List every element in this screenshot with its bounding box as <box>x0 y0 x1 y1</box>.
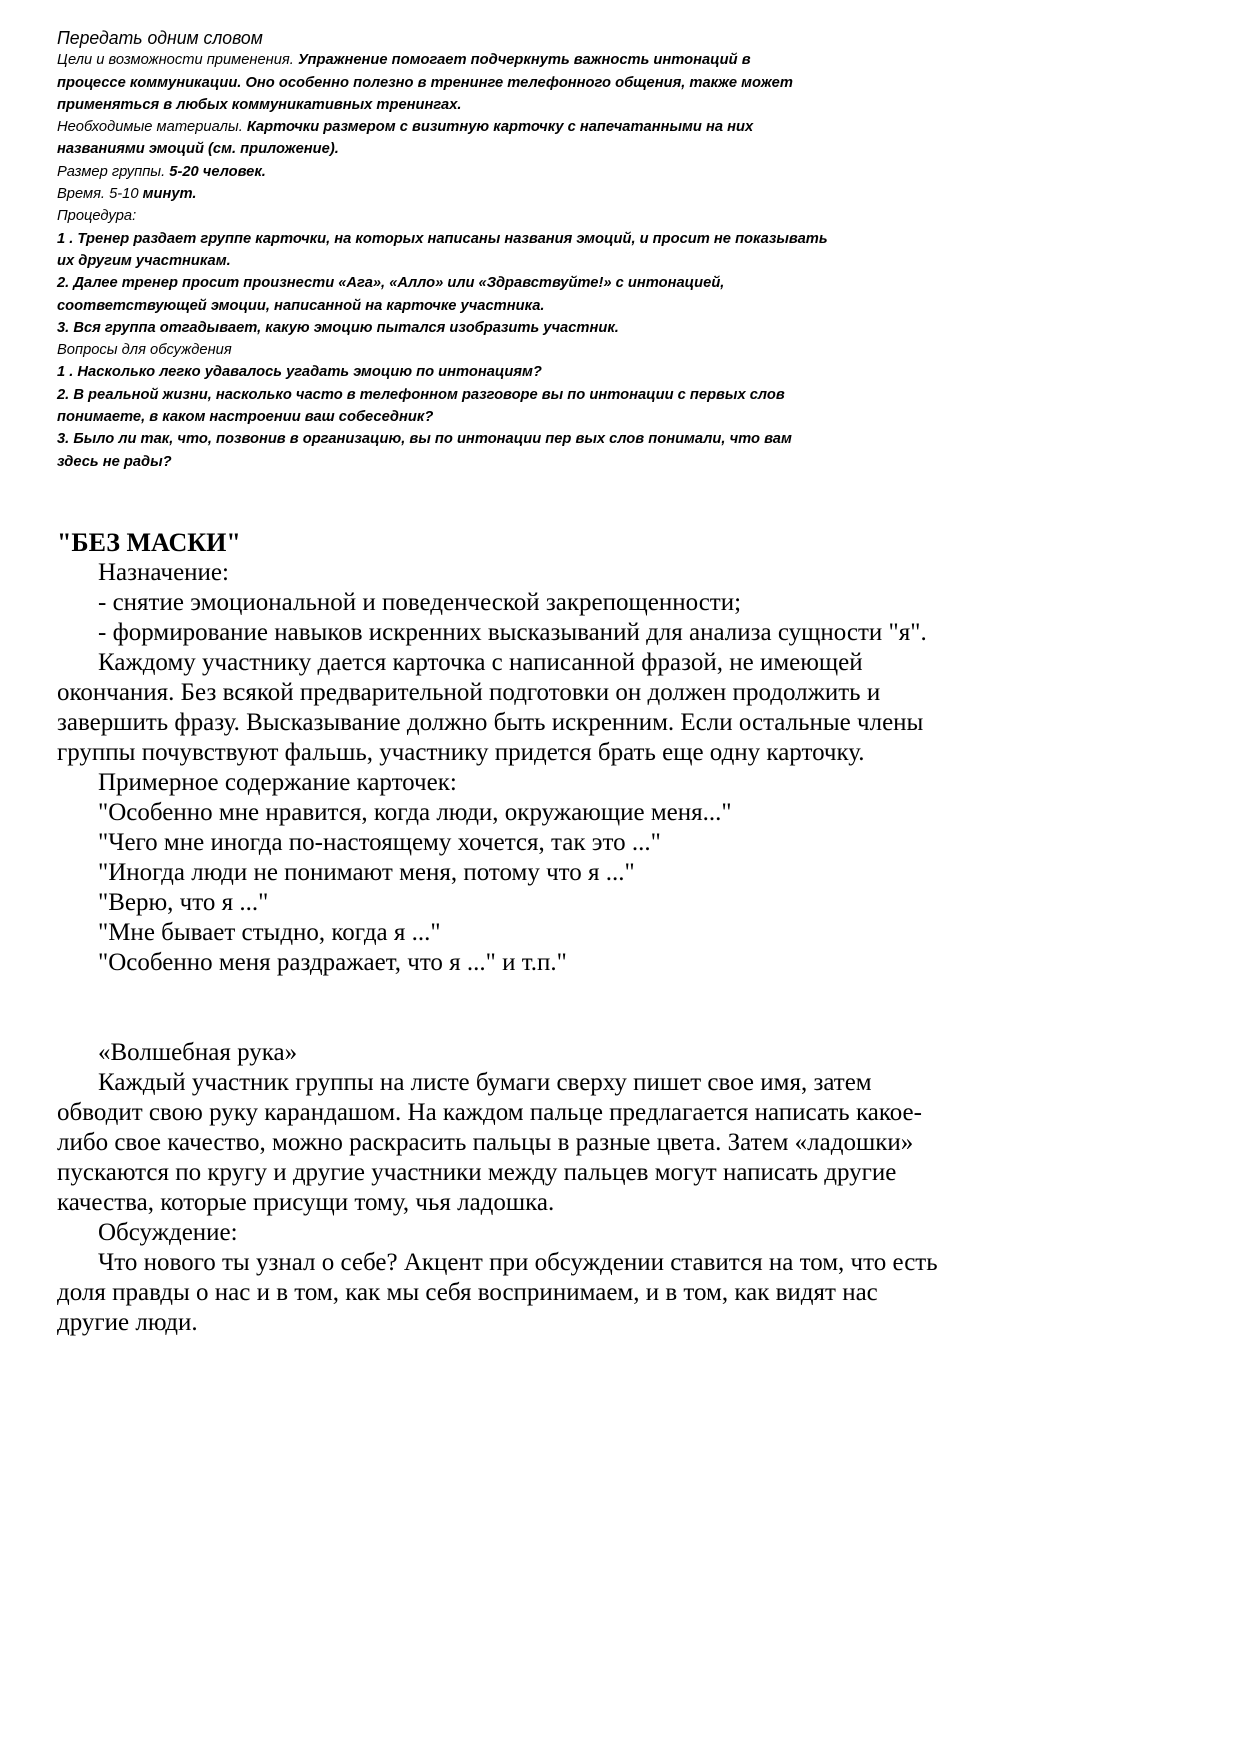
text-line <box>57 361 828 383</box>
field-label: Процедура: <box>57 207 137 225</box>
field-value: применяться в любых коммуникативных тренингах. <box>57 95 462 113</box>
paragraph-line: Каждому участнику дается карточка с написанной фразой, не имеющей <box>98 649 863 676</box>
field-value: 3. Вся группа отгадывает, какую эмоцию пытался изобразить участник. <box>57 318 619 336</box>
field-label: Вопросы для обсуждения <box>57 341 232 359</box>
text-line <box>57 451 828 473</box>
text-line <box>57 295 828 317</box>
paragraph-line: другие люди. <box>57 1309 198 1336</box>
field-value: Карточки размером с визитную карточку с напечатанными на них <box>242 118 754 136</box>
paragraph-line: "Особенно меня раздражает, что я ..." и т.п." <box>98 949 567 976</box>
paragraph-line: Что нового ты узнал о себе? Акцент при обсуждении ставится на том, что есть <box>98 1249 938 1276</box>
paragraph-line: обводит свою руку карандашом. На каждом пальце предлагается написать какое- <box>57 1099 922 1126</box>
text-line <box>57 205 828 227</box>
paragraph-line: Каждый участник группы на листе бумаги сверху пишет свое имя, затем <box>98 1069 872 1096</box>
text-line <box>57 317 828 339</box>
paragraph-line: "Иногда люди не понимают меня, потому что я ..." <box>98 859 635 886</box>
text-line <box>57 49 828 71</box>
paragraph-line: «Волшебная рука» <box>98 1039 298 1066</box>
text-line <box>57 228 828 250</box>
field-value: 2. Далее тренер просит произнести «Ага», «Алло» или «Здравствуйте!» с интонацией, <box>57 274 725 292</box>
field-value: минут. <box>138 185 197 203</box>
paragraph-line: Примерное содержание карточек: <box>98 769 457 796</box>
paragraph-line: Назначение: <box>98 559 229 586</box>
text-line <box>57 384 828 406</box>
paragraph-line: окончания. Без всякой предварительной подготовки он должен продолжить и <box>57 679 881 706</box>
field-value: 2. В реальной жизни, насколько часто в телефонном разговоре вы по интонации с первых слов <box>57 385 785 403</box>
field-value: названиями эмоций (см. приложение). <box>57 140 339 158</box>
text-line <box>57 183 828 205</box>
text-line <box>57 406 828 428</box>
paragraph-line: качества, которые присущи тому, чья ладошка. <box>57 1189 555 1216</box>
field-value: здесь не рады? <box>57 452 172 470</box>
paragraph-line: "Особенно мне нравится, когда люди, окружающие меня..." <box>98 799 732 826</box>
paragraph-line: "Мне бывает стыдно, когда я ..." <box>98 919 441 946</box>
text-line <box>57 339 828 361</box>
paragraph-line: Обсуждение: <box>98 1219 238 1246</box>
text-line <box>57 138 828 160</box>
text-line <box>57 272 828 294</box>
field-label: Размер группы. <box>57 162 166 180</box>
paragraph-line: "Верю, что я ..." <box>98 889 269 916</box>
field-value: 1 . Насколько легко удавалось угадать эмоцию по интонациям? <box>57 363 542 381</box>
text-line <box>57 161 828 183</box>
field-label: Необходимые материалы. <box>57 118 243 136</box>
paragraph-line: пускаются по кругу и другие участники между пальцев могут написать другие <box>57 1159 897 1186</box>
section-heading: "БЕЗ МАСКИ" <box>57 528 241 557</box>
paragraph-line: либо свое качество, можно раскрасить пальцы в разные цвета. Затем «ладошки» <box>57 1129 914 1156</box>
paragraph-line: - снятие эмоциональной и поведенческой закрепощенности; <box>98 589 742 616</box>
text-line <box>57 72 828 94</box>
paragraph-line: доля правды о нас и в том, как мы себя воспринимаем, и в том, как видят нас <box>57 1279 878 1306</box>
field-value: процессе коммуникации. Оно особенно полезно в тренинге телефонного общения, также может <box>57 73 793 91</box>
field-value: их другим участникам. <box>57 251 231 269</box>
field-value: соответствующей эмоции, написанной на карточке участника. <box>57 296 545 314</box>
exercise-title: Передать одним словом <box>57 28 263 48</box>
field-label: Цели и возможности применения. <box>57 51 294 69</box>
field-value: 3. Было ли так, что, позвонив в организацию, вы по интонации пер вых слов понимали, что вам <box>57 430 792 448</box>
paragraph-line: "Чего мне иногда по-настоящему хочется, так это ..." <box>98 829 661 856</box>
paragraph-line: - формирование навыков искренних высказываний для анализа сущности "я". <box>98 619 927 646</box>
text-line <box>57 250 828 272</box>
paragraph-line: группы почувствуют фальшь, участнику придется брать еще одну карточку. <box>57 739 865 766</box>
field-value: 5-20 человек. <box>165 162 266 180</box>
field-value: Упражнение помогает подчеркнуть важность интонаций в <box>293 51 751 69</box>
text-line <box>57 428 828 450</box>
paragraph-line: завершить фразу. Высказывание должно быть искренним. Если остальные члены <box>57 709 924 736</box>
field-label: Время. 5-10 <box>57 185 139 203</box>
exercise-one-word <box>57 27 843 473</box>
field-value: 1 . Тренер раздает группе карточки, на которых написаны названия эмоций, и просит не показывать <box>57 229 828 247</box>
exercise-magic-hand <box>57 1038 938 1338</box>
exercise-no-mask <box>57 528 927 978</box>
text-line <box>57 116 828 138</box>
text-line <box>57 94 828 116</box>
field-value: понимаете, в каком настроении ваш собеседник? <box>57 408 434 426</box>
